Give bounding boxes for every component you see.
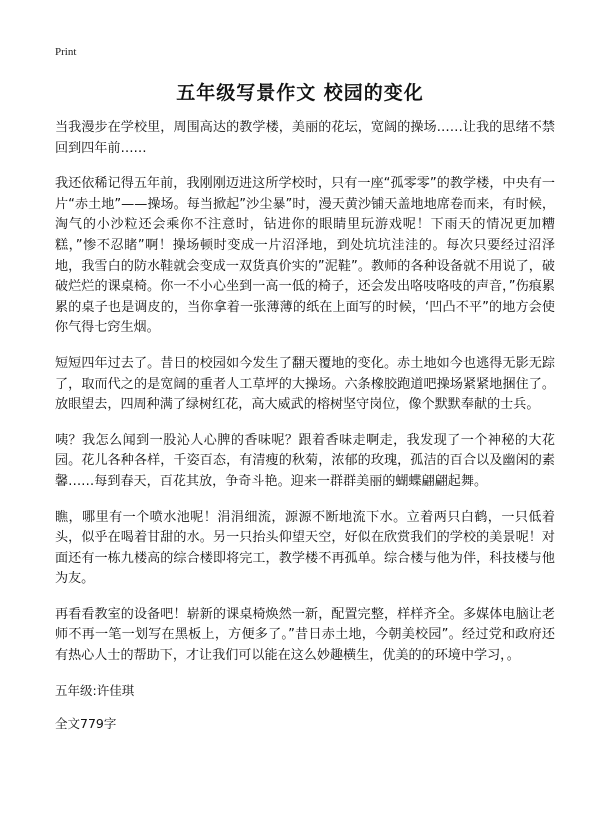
paragraph-4: 咦？我怎么闻到一股沁人心脾的香味呢？跟着香味走啊走，我发现了一个神秘的大花园。花儿各种各样，千姿百态，有清瘦的秋菊，浓郁的玫瑰，孤洁的百合以及幽闲的素馨……每到春天，百花其放，争奇斗艳。迎来一群群美丽的蝴蝶翩翩起舞。 — [55, 432, 555, 489]
paragraph-6: 再看看教室的设备吧！崭新的课桌椅焕然一新，配置完整，样样齐全。多媒体电脑让老师不再一笔一划写在黑板上，方便多了。”昔日赤土地，今朝美校园”。经过党和政府还有热心人士的帮助下，才让我们可以能在这么妙趣横生，优美的的环境中学习，。 — [55, 606, 555, 664]
paragraph-3: 短短四年过去了。昔日的校园如今发生了翻天覆地的变化。赤土地如今也逃得无影无踪了，取而代之的是宽阔的重者人工草坪的大操场。六条橡胶跑道吧操场紧紧地捆住了。放眼望去，四周种满了绿树红花，高大威武的榕树坚守岗位，像个默默奉献的士兵。 — [55, 355, 555, 413]
page-title: 五年级写景作文 校园的变化 — [176, 82, 424, 104]
paragraph-2: 我还依稀记得五年前，我刚刚迈进这所学校时，只有一座“孤零零”的教学楼，中央有一片“赤土地”——操场。每当掀起”沙尘暴”时，漫天黄沙铺天盖地地席卷而来，有时候，淘气的小沙粒还会乘你不注意时，钻进你的眼睛里玩游戏呢！下雨天的情况更加糟糕，”惨不忍睹”啊！操场顿时变成一片沼泽地，到处坑坑洼洼的。每次只要经过沼泽地，我雪白的防水鞋就会变成一双货真价实的”泥鞋”。教师的各种设备就不用说了，破破烂烂的课桌椅。你一不小心坐到一高一低的椅子，还会发出咯吱咯吱的声音，”伤痕累累的桌子也是调皮的，当你拿着一张薄薄的纸在上面写的时候，‘凹凸不平”的地方会使你气得七窍生烟。 — [55, 176, 555, 336]
article-body — [55, 118, 555, 748]
print-link[interactable]: Print — [55, 46, 77, 58]
word-count: 全文779字 — [55, 715, 117, 731]
paragraph-5: 瞧，哪里有一个喷水池呢！涓涓细流，源源不断地流下水。立着两只白鹤，一只低着头，似乎在喝着甘甜的水。另一只抬头仰望天空，好似在欣赏我们的学校的美景呢！对面还有一栋九楼高的综合楼即将完工，教学楼不再孤单。综合楼与他为伴，科技楼与他为友。 — [55, 509, 555, 587]
paragraph-1: 当我漫步在学校里，周围高达的教学楼，美丽的花坛，宽阔的操场……让我的思绪不禁回到四年前…… — [55, 120, 555, 156]
author-line: 五年级:许佳琪 — [55, 682, 135, 698]
